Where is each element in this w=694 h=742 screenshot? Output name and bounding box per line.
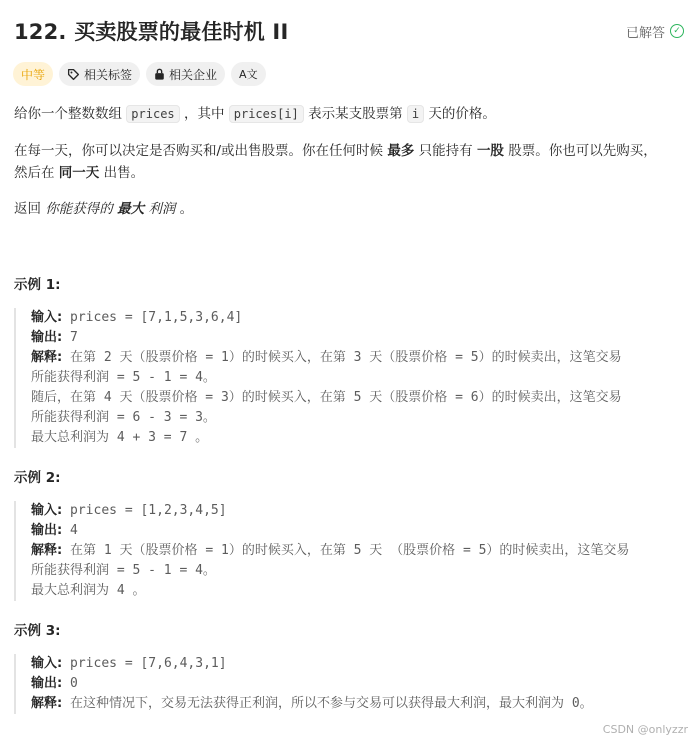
description-paragraph-2: 在每一天，你可以决定是否购买和/或出售股票。你在任何时候 最多 只能持有 一股 股票。你也可以先购买， 然后在 同一天 出售。 — [14, 143, 657, 181]
related-companies-label: 相关企业 — [169, 67, 218, 82]
translate-button[interactable] — [231, 62, 266, 86]
code-i: i — [407, 105, 424, 123]
tag-icon — [67, 68, 80, 81]
related-tags-label: 相关标签 — [84, 67, 133, 82]
related-tags-button[interactable] — [59, 62, 140, 86]
lock-icon — [154, 68, 165, 80]
example-1-input: 输入: prices = [7,1,5,3,6,4] — [31, 310, 243, 325]
example-1-explain-line: 随后，在第 4 天（股票价格 = 3）的时候买入，在第 5 天（股票价格 = 6）的时候卖出，这笔交易 — [31, 390, 622, 405]
example-3-input: 输入: prices = [7,6,4,3,1] — [31, 656, 227, 671]
example-3-title: 示例 3: — [14, 623, 61, 639]
watermark: CSDN @onlyzzr — [602, 723, 688, 736]
example-1-block — [14, 308, 684, 448]
solved-label: 已解答 — [625, 25, 665, 41]
code-prices-i: prices[i] — [229, 105, 304, 123]
example-2-output: 输出: 4 — [31, 523, 78, 538]
tag-bar — [13, 62, 266, 86]
check-circle-icon: ✓ — [670, 24, 684, 38]
example-2-block — [14, 501, 684, 601]
example-2-explain-line: 所能获得利润 = 5 - 1 = 4。 — [31, 563, 216, 578]
example-3-explain: 解释: 在这种情况下，交易无法获得正利润，所以不参与交易可以获得最大利润，最大利润为 0。 — [31, 696, 593, 711]
description-paragraph-3: 返回 你能获得的 最大 利润 。 — [14, 201, 194, 217]
example-1-output: 输出: 7 — [31, 330, 78, 345]
example-1-explain-line: 最大总利润为 4 + 3 = 7 。 — [31, 430, 209, 445]
example-1-explain-line: 所能获得利润 = 6 - 3 = 3。 — [31, 410, 216, 425]
example-2-title: 示例 2: — [14, 470, 61, 486]
problem-title: 122. 买卖股票的最佳时机 II — [14, 20, 289, 44]
example-2-explain: 解释: 在第 1 天（股票价格 = 1）的时候买入，在第 5 天 （股票价格 = 5）的时候卖出，这笔交易 — [31, 543, 630, 558]
example-1-explain: 解释: 在第 2 天（股票价格 = 1）的时候买入，在第 3 天（股票价格 = 5）的时候卖出，这笔交易 — [31, 350, 622, 365]
title-row — [14, 14, 684, 48]
related-companies-button[interactable] — [146, 62, 225, 86]
description-paragraph-1: 给你一个整数数组 prices ，其中 prices[i] 表示某支股票第 i 天的价格。 — [14, 106, 496, 122]
example-1-explain-line: 所能获得利润 = 5 - 1 = 4。 — [31, 370, 216, 385]
example-3-block — [14, 654, 684, 714]
translate-icon: A文 — [239, 68, 258, 81]
solved-status — [626, 22, 684, 41]
example-2-input: 输入: prices = [1,2,3,4,5] — [31, 503, 227, 518]
example-2-explain-line: 最大总利润为 4 。 — [31, 583, 146, 598]
difficulty-badge: 中等 — [13, 62, 53, 86]
example-3-output: 输出: 0 — [31, 676, 78, 691]
code-prices: prices — [126, 105, 179, 123]
example-1-title: 示例 1: — [14, 277, 61, 293]
